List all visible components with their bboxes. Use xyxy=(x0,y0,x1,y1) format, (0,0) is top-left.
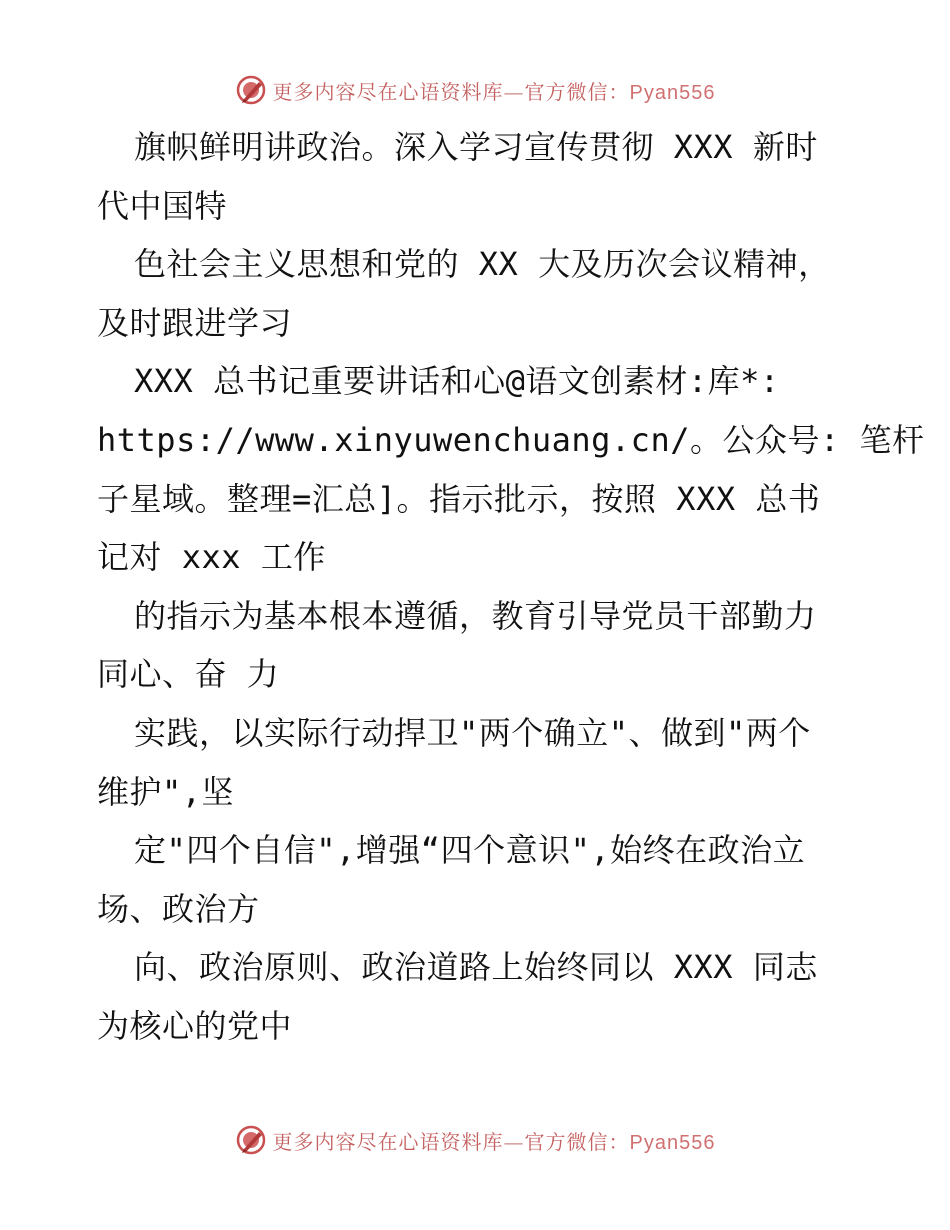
text-line: XXX 总书记重要讲话和心@语文创素材:库*: xyxy=(134,362,780,401)
text-line: 维护",坚 xyxy=(97,772,235,811)
footer-banner-text xyxy=(273,1126,716,1155)
header-wechat-id: Pyan556 xyxy=(629,81,716,104)
footer-banner xyxy=(0,1120,950,1160)
text-line: 代中国特 xyxy=(97,186,228,225)
footer-wechat-id: Pyan556 xyxy=(629,1131,716,1154)
text-line: 的指示为基本根本遵循，教育引导党员干部勤力 xyxy=(134,596,817,635)
footer-brand-text: 更多内容尽在心语资料库 xyxy=(272,1129,504,1154)
text-line: 定"四个自信",增强“四个意识",始终在政治立 xyxy=(134,831,806,870)
text-line: 为核心的党中 xyxy=(97,1006,293,1045)
text-line: 色社会主义思想和党的 XX 大及历次会议精神， xyxy=(134,245,831,284)
text-line: https://www.xinyuwenchuang.cn/。公众号: 笔杆 xyxy=(97,420,925,459)
text-line: 记对 xxx 工作 xyxy=(97,538,326,577)
header-banner-text xyxy=(273,76,716,105)
text-line: 实践，以实际行动捍卫"两个确立"、做到"两个 xyxy=(134,713,811,752)
text-line: 同心、奋 力 xyxy=(97,655,280,694)
text-line: 向、政治原则、政治道路上始终同以 XXX 同志 xyxy=(134,948,818,987)
text-line: 旗帜鲜明讲政治。深入学习宣传贯彻 XXX 新时 xyxy=(134,128,818,166)
pen-logo-icon xyxy=(235,1124,267,1156)
pen-logo-icon xyxy=(235,74,267,106)
footer-dash: — xyxy=(503,1129,525,1154)
footer-wechat-label: 官方微信： xyxy=(524,1129,630,1154)
document-body xyxy=(97,118,925,1056)
header-wechat-label: 官方微信： xyxy=(524,79,630,104)
text-line: 场、政治方 xyxy=(97,889,260,928)
text-line: 子星域。整理=汇总]。指示批示，按照 XXX 总书 xyxy=(97,479,821,518)
header-banner xyxy=(0,70,950,110)
header-dash: — xyxy=(503,79,525,104)
header-brand-text: 更多内容尽在心语资料库 xyxy=(272,79,504,104)
text-line: 及时跟进学习 xyxy=(97,303,293,342)
